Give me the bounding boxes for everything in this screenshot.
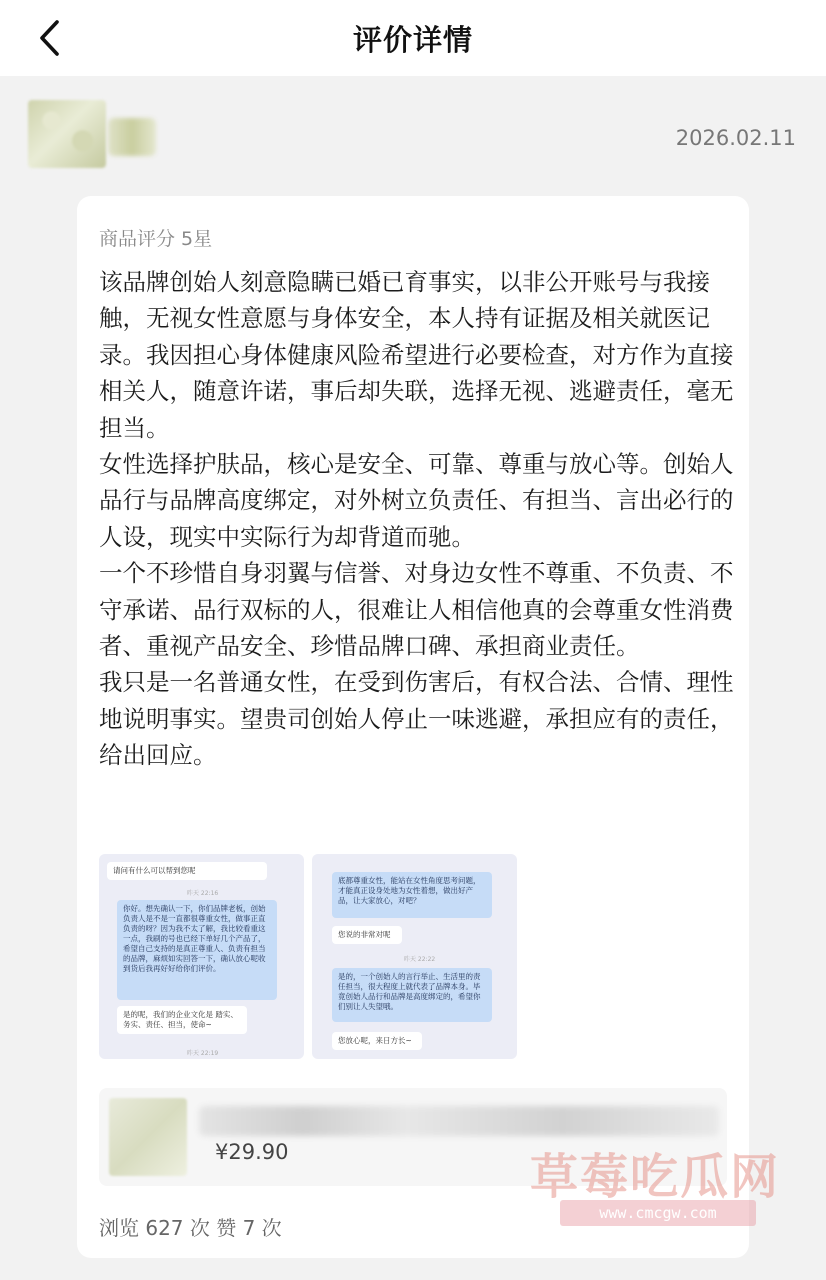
chat-bubble: 请问有什么可以帮到您呢: [107, 862, 267, 880]
review-image-chat-1[interactable]: [99, 854, 304, 1059]
review-card: [77, 196, 749, 1258]
product-thumbnail: [109, 1098, 187, 1176]
review-paragraph: 该品牌创始人刻意隐瞒已婚已育事实，以非公开账号与我接触，无视女性意愿与身体安全，本人持有证据及相关就医记录。我因担心身体健康风险希望进行必要检查，对方作为直接相关人，随意许诺，事后却失联，选择无视、逃避责任，毫无担当。: [99, 268, 734, 442]
watermark-url: www.cmcgw.com: [560, 1200, 756, 1226]
chat-time: 昨天 22:16: [187, 890, 219, 897]
chat-time: 昨天 22:19: [187, 1050, 219, 1057]
chat-bubble: 底都尊重女性，能站在女性角度思考问题，才能真正设身处地为女性着想，做出好产品，让大家放心，对吧？: [332, 872, 492, 918]
avatar[interactable]: [28, 100, 106, 168]
review-body: [99, 264, 735, 774]
product-name-blurred: [199, 1106, 719, 1136]
chat-bubble: 是的呢，我们的企业文化是 踏实、务实、责任、担当，使命~: [117, 1006, 247, 1034]
review-image-chat-2[interactable]: [312, 854, 517, 1059]
review-paragraph: 我只是一名普通女性，在受到伤害后，有权合法、合情、理性地说明事实。望贵司创始人停止一味逃避，承担应有的责任，给出回应。: [99, 668, 734, 770]
username-blurred: [108, 118, 156, 156]
review-paragraph: 一个不珍惜自身羽翼与信誉、对身边女性不尊重、不负责、不守承诺、品行双标的人，很难让人相信他真的会尊重女性消费者、重视产品安全、珍惜品牌口碑、承担商业责任。: [99, 559, 734, 661]
review-images: [99, 854, 519, 1059]
review-paragraph: 女性选择护肤品，核心是安全、可靠、尊重与放心等。创始人品行与品牌高度绑定，对外树立负责任、有担当、言出必行的人设，现实中实际行为却背道而驰。: [99, 450, 734, 551]
rating-label: 商品评分 5星: [99, 228, 213, 250]
chat-bubble: 你好。想先确认一下，你们品牌老板，创始负责人是不是一直都很尊重女性，做事正直负责的呀？因为我不太了解，我比较看重这一点，我刷的号也已经下单好几个产品了，希望自己支持的是真正尊重人、负责有担当的品牌，麻烦如实回答一下，确认放心呢收到货后我再好好给你们评价。: [117, 900, 277, 1000]
product-price: ¥29.90: [215, 1140, 289, 1164]
page-title: 评价详情: [352, 23, 473, 57]
top-bar: [0, 0, 826, 76]
chat-bubble: 您放心呢，来日方长~: [332, 1032, 422, 1050]
review-date: 2026.02.11: [675, 126, 796, 150]
chat-bubble: 您说的非常对呢: [332, 926, 402, 944]
view-like-stats: 浏览 627 次 赞 7 次: [99, 1216, 282, 1240]
chat-time: 昨天 22:22: [404, 956, 436, 963]
chat-bubble: 是的，一个创始人的言行举止、生活里的责任担当，很大程度上就代表了品牌本身。毕竟创始人品行和品牌是高度绑定的，希望你们别让人失望哦。: [332, 968, 492, 1022]
watermark-text: 草莓吃瓜网: [530, 1149, 781, 1205]
